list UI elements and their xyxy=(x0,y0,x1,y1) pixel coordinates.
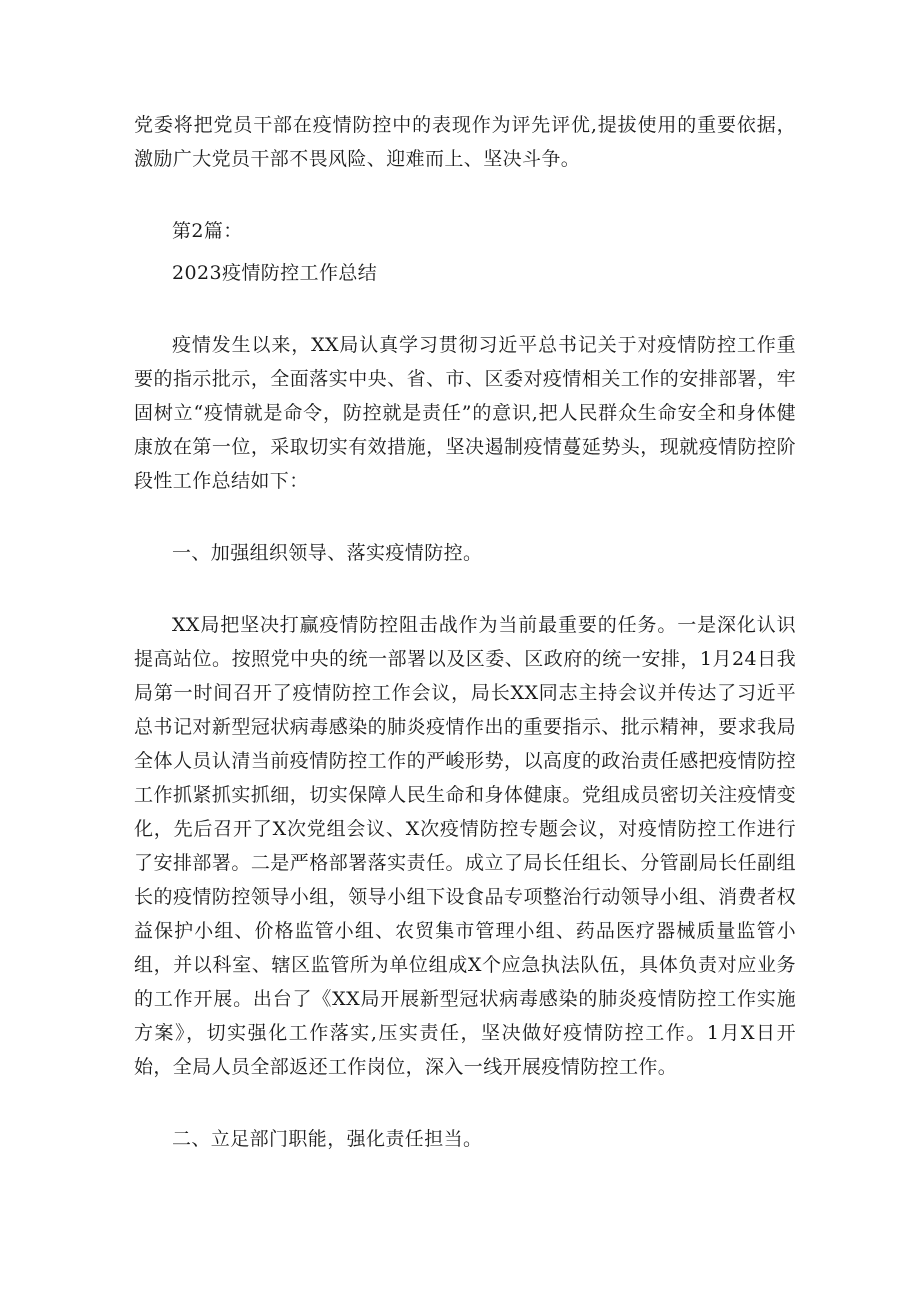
section-heading-2: 二、立足部门职能，强化责任担当。 xyxy=(172,1128,483,1150)
section-heading-1: 一、加强组织领导、落实疫情防控。 xyxy=(172,542,483,564)
document-body xyxy=(134,108,796,1156)
article-label: 第2篇： xyxy=(172,220,243,242)
intro-paragraph: 党委将把党员干部在疫情防控中的表现作为评先评优,提拔使用的重要依据，激励广大党员干部不畏风险、迎难而上、坚决斗争。 xyxy=(134,114,796,170)
body-paragraph-2: XX局把坚决打赢疫情防控阻击战作为当前最重要的任务。一是深化认识提高站位。按照党中央的统一部署以及区委、区政府的统一安排，1月24日我局第一时间召开了疫情防控工作会议，局长XX同志主持会议并传达了习近平总书记对新型冠状病毒感染的肺炎疫情作出的重要指示、批示精神，要求我局全体人员认清当前疫情防控工作的严峻形势，以高度的政治责任感把疫情防控工作抓紧抓实抓细，切实保障人民生命和身体健康。党组成员密切关注疫情变化，先后召开了X次党组会议、X次疫情防控专题会议，对疫情防控工作进行了安排部署。二是严格部署落实责任。成立了局长任组长、分管副局长任副组长的疫情防控领导小组，领导小组下设食品专项整治行动领导小组、消费者权益保护小组、价格监管小组、农贸集市管理小组、药品医疗器械质量监管小组，并以科室、辖区监管所为单位组成X个应急执法队伍，具体负责对应业务的工作开展。出台了《XX局开展新型冠状病毒感染的肺炎疫情防控工作实施方案》，切实强化工作落实,压实责任，坚决做好疫情防控工作。1月X日开始，全局人员全部返还工作岗位，深入一线开展疫情防控工作。 xyxy=(134,614,796,1078)
body-paragraph-1: 疫情发生以来，XX局认真学习贯彻习近平总书记关于对疫情防控工作重要的指示批示，全面落实中央、省、市、区委对疫情相关工作的安排部署，牢固树立“疫情就是命令，防控就是责任”的意识,把人民群众生命安全和身体健康放在第一位，采取切实有效措施，坚决遏制疫情蔓延势头，现就疫情防控阶段性工作总结如下： xyxy=(134,334,796,492)
article-title: 2023疫情防控工作总结 xyxy=(172,262,378,284)
